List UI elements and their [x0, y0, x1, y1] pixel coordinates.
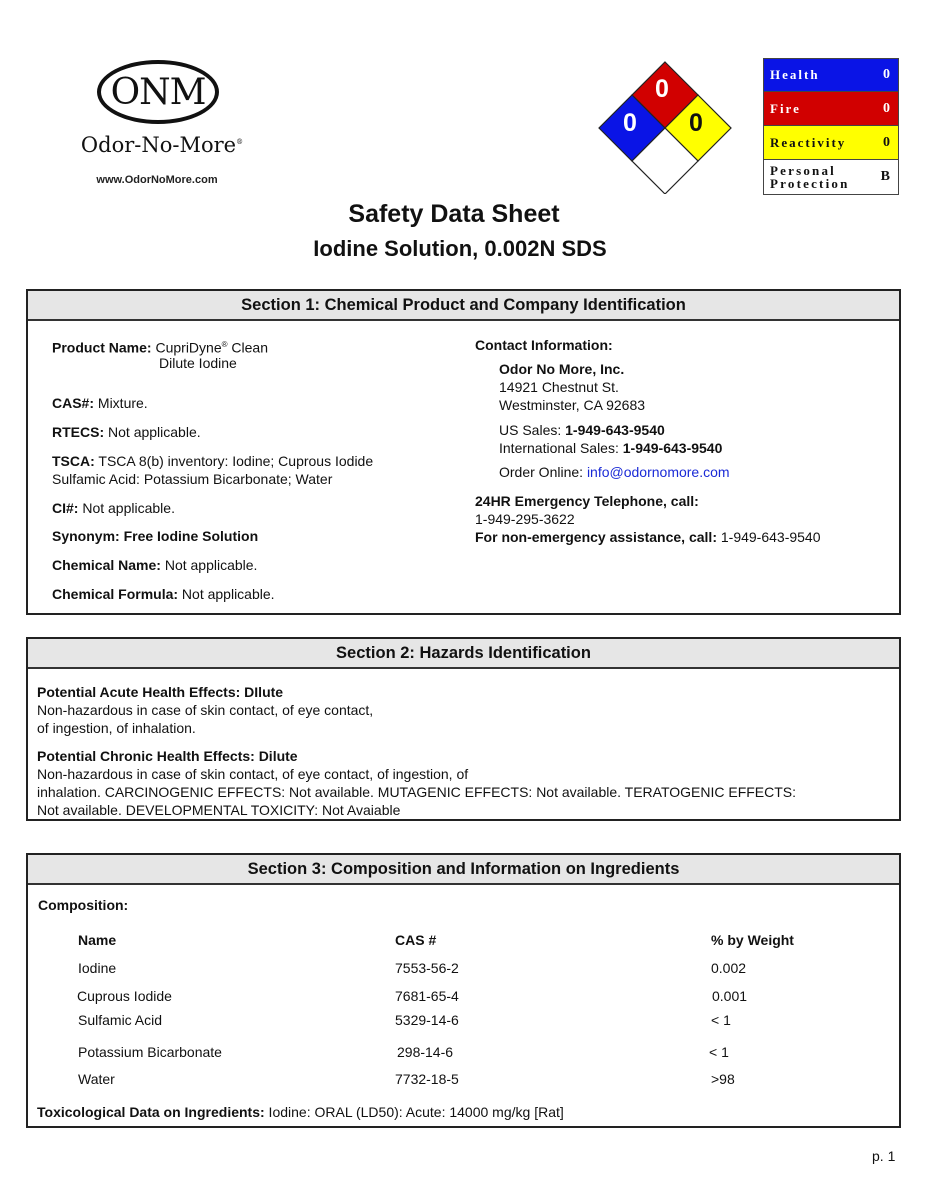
emergency-phone-value: 1-949-295-3622 — [475, 511, 575, 527]
contact-info-label: Contact Information: — [475, 337, 613, 353]
hmis-health-label: Health — [770, 67, 820, 82]
us-sales-field — [499, 421, 665, 439]
hmis-fire-value: 0 — [883, 100, 890, 116]
column-header-weight: % by Weight — [711, 932, 794, 948]
section-2 — [26, 637, 901, 821]
chemical-name-label: Chemical Name: — [52, 557, 161, 573]
hmis-label-table — [763, 58, 899, 195]
ingredient-cas: 7732-18-5 — [395, 1071, 459, 1087]
ingredient-cas: 7553-56-2 — [395, 960, 459, 976]
chronic-effects-label: Potential Chronic Health Effects: Dilute — [37, 748, 298, 764]
cas-value: Mixture. — [94, 395, 148, 411]
section-1-title: Section 1: Chemical Product and Company Identification — [28, 291, 899, 321]
logo-name-text: Odor-No-More — [80, 133, 237, 157]
ingredient-name: Cuprous Iodide — [77, 988, 172, 1004]
hmis-pp-line1: Personal — [770, 163, 836, 178]
chemical-formula-field — [52, 585, 275, 603]
order-online-label: Order Online: — [499, 464, 587, 480]
ingredient-cas: 7681-65-4 — [395, 988, 459, 1004]
nfpa-health-value: 0 — [623, 109, 637, 137]
column-header-cas: CAS # — [395, 932, 437, 948]
nfpa-diamond — [598, 60, 732, 194]
intl-sales-phone: 1-949-643-9540 — [622, 440, 723, 456]
non-emergency-field — [475, 528, 821, 546]
ingredient-name: Iodine — [78, 960, 117, 976]
registered-mark: ® — [236, 138, 244, 146]
hmis-pp-line2: Protection — [770, 176, 850, 191]
hmis-fire-row — [764, 92, 898, 126]
address-line2: Westminster, CA 92683 — [499, 397, 646, 413]
hmis-reactivity-label: Reactivity — [770, 134, 847, 150]
ingredient-cas: 298-14-6 — [397, 1044, 454, 1060]
toxicological-data-label: Toxicological Data on Ingredients: — [37, 1104, 265, 1120]
hmis-personal-protection-row — [764, 160, 898, 194]
tsca-line2: Sulfamic Acid: Potassium Bicarbonate; Water — [52, 471, 333, 487]
acute-effects-line1: Non-hazardous in case of skin contact, of eye contact, — [37, 702, 374, 718]
ingredient-weight: >98 — [711, 1071, 735, 1087]
page-subtitle: Iodine Solution, 0.002N SDS — [313, 236, 607, 261]
nfpa-fire-value: 0 — [655, 75, 669, 103]
composition-label: Composition: — [38, 897, 129, 913]
ingredient-name: Water — [78, 1071, 115, 1087]
ci-field — [52, 499, 175, 517]
synonym-field: Synonym: Free Iodine Solution — [52, 528, 259, 544]
rtecs-label: RTECS: — [52, 424, 105, 440]
ingredient-weight: < 1 — [709, 1044, 729, 1060]
hmis-reactivity-row — [764, 126, 898, 160]
chemical-formula-value: Not applicable. — [178, 586, 275, 602]
chemical-name-field — [52, 556, 257, 574]
product-name-value-2: Clean — [227, 339, 268, 356]
chronic-effects-line3: Not available. DEVELOPMENTAL TOXICITY: Not Avaiable — [37, 802, 401, 818]
section-3 — [26, 853, 901, 1128]
nfpa-reactivity-value: 0 — [689, 109, 703, 137]
company-logo — [97, 60, 219, 124]
order-email-link[interactable]: info@odornomore.com — [586, 464, 730, 480]
ingredient-weight: < 1 — [711, 1012, 731, 1028]
ci-value: Not applicable. — [78, 500, 175, 516]
chemical-formula-label: Chemical Formula: — [52, 586, 179, 602]
product-name-value: CupriDyne — [155, 339, 222, 356]
non-emergency-label: For non-emergency assistance, call: — [475, 529, 717, 545]
ci-label: CI#: — [52, 500, 79, 516]
us-sales-label: US Sales: — [499, 422, 566, 438]
chronic-effects-line2: inhalation. CARCINOGENIC EFFECTS: Not available. MUTAGENIC EFFECTS: Not available. TERATOGENIC EFFECTS: — [37, 784, 797, 800]
logo-url: www.OdorNoMore.com — [96, 174, 218, 186]
acute-effects-line2: of ingestion, of inhalation. — [37, 720, 196, 736]
section-3-title: Section 3: Composition and Information on Ingredients — [28, 855, 899, 885]
registered-mark: ® — [221, 340, 228, 349]
column-header-name: Name — [78, 932, 117, 948]
ingredient-name: Potassium Bicarbonate — [78, 1044, 222, 1060]
hmis-personal-protection-label — [770, 164, 850, 190]
cas-label: CAS#: — [52, 395, 95, 411]
product-name-line2: Dilute Iodine — [159, 355, 237, 371]
page-number: p. 1 — [872, 1148, 896, 1164]
company-name: Odor No More, Inc. — [499, 361, 625, 377]
intl-sales-label: International Sales: — [499, 440, 623, 456]
toxicological-data — [37, 1103, 564, 1121]
tsca-label: TSCA: — [52, 453, 95, 469]
address-line1: 14921 Chestnut St. — [499, 379, 619, 395]
section-2-title: Section 2: Hazards Identification — [28, 639, 899, 669]
acute-effects-label: Potential Acute Health Effects: DIlute — [37, 684, 284, 700]
rtecs-value: Not applicable. — [104, 424, 201, 440]
ingredient-weight: 0.001 — [712, 988, 748, 1004]
logo-mark: ONM — [110, 71, 206, 113]
hmis-fire-label: Fire — [770, 100, 801, 116]
chronic-effects-line1: Non-hazardous in case of skin contact, of eye contact, of ingestion, of — [37, 766, 469, 782]
rtecs-field — [52, 423, 201, 441]
hmis-health-row — [764, 59, 898, 92]
non-emergency-phone: 1-949-643-9540 — [716, 529, 821, 545]
tsca-field — [52, 452, 373, 470]
tsca-value: TSCA 8(b) inventory: Iodine; Cuprous Iodide — [94, 453, 374, 469]
chemical-name-value: Not applicable. — [160, 557, 258, 573]
hmis-reactivity-value: 0 — [883, 134, 890, 150]
order-online-field — [499, 463, 730, 481]
toxicological-data-value: Iodine: ORAL (LD50): Acute: 14000 mg/kg [Rat] — [264, 1104, 564, 1120]
section-1 — [26, 289, 901, 615]
ingredient-weight: 0.002 — [711, 960, 747, 976]
hmis-health-value: 0 — [883, 67, 890, 82]
page-title: Safety Data Sheet — [348, 200, 560, 228]
ingredient-cas: 5329-14-6 — [395, 1012, 459, 1028]
logo-wordmark — [62, 133, 262, 157]
cas-field — [52, 394, 148, 412]
us-sales-phone: 1-949-643-9540 — [565, 422, 665, 438]
hmis-personal-protection-value: B — [880, 169, 890, 184]
ingredient-name: Sulfamic Acid — [78, 1012, 163, 1028]
intl-sales-field — [499, 439, 722, 457]
product-name-label: Product Name: — [52, 339, 152, 356]
emergency-phone-label: 24HR Emergency Telephone, call: — [475, 493, 699, 509]
